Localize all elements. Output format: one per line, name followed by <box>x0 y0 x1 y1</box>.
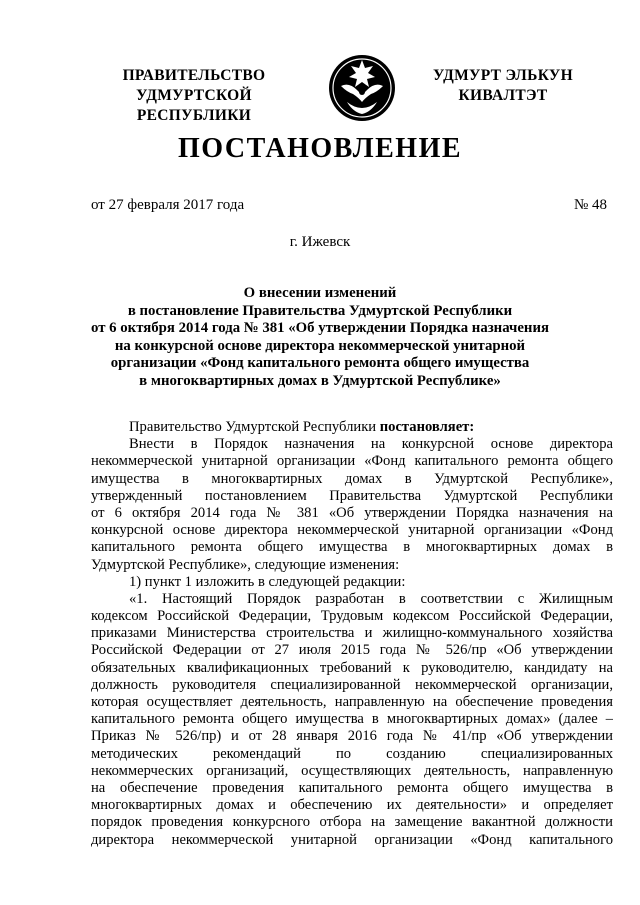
intro-text: Правительство Удмуртской Республики <box>129 419 380 435</box>
header-right-line1: УДМУРТ ЭЛЬКУН <box>433 67 573 84</box>
body-line: Приказ № 526/пр) и от 28 января 2016 года № 41/пр «Об утверждении <box>91 728 613 745</box>
body-intro <box>91 419 613 436</box>
body-line: кодексом Российской Федерации, Трудовым кодексом Российской Федерации, <box>91 608 613 625</box>
body-line: от 6 октября 2014 года № 381 «Об утверждении Порядка назначения на <box>91 504 613 521</box>
body-line: приказами Министерства строительства и жилищно-коммунального хозяйства <box>91 625 613 642</box>
header-right <box>423 66 583 106</box>
header-left-line1: ПРАВИТЕЛЬСТВО <box>122 67 266 84</box>
document-title: ПОСТАНОВЛЕНИЕ <box>177 133 463 164</box>
subject-line: в многоквартирных домах в Удмуртской Республике» <box>139 372 501 389</box>
subject-line: организации «Фонд капитального ремонта общего имущества <box>110 355 530 372</box>
header-left <box>78 66 310 126</box>
document-city: г. Ижевск <box>289 234 351 250</box>
body-line: конкурсной основе директора некоммерческой унитарной организации «Фонд <box>91 522 613 539</box>
body-line: 1) пункт 1 изложить в следующей редакции: <box>129 573 406 590</box>
body-line: должность руководителя специализированной некоммерческой организации, <box>91 676 613 693</box>
intro-decree-word: постановляет: <box>379 419 475 435</box>
document-number: № 48 <box>574 197 608 213</box>
body-line: порядок проведения конкурсного отбора на замещение вакантной должности <box>91 814 613 831</box>
header-left-line2: УДМУРТСКОЙ РЕСПУБЛИКИ <box>136 87 252 124</box>
body-line: Внести в Порядок назначения на конкурсной основе директора <box>129 436 613 453</box>
body-line: имущества в многоквартирных домах в Удмуртской Республике», <box>91 470 613 487</box>
body-line: капитального ремонта общего имущества в многоквартирных домах в <box>91 539 613 556</box>
document-date: от 27 февраля 2017 года <box>91 197 245 213</box>
body-line: Удмуртской Республике», следующие изменения: <box>91 556 400 573</box>
subject-line: от 6 октября 2014 года № 381 «Об утверждении Порядка назначения <box>91 320 549 337</box>
document-subject <box>90 285 550 391</box>
body-line: Российской Федерации от 27 июля 2015 года № 526/пр «Об утверждении <box>91 642 613 659</box>
subject-line: в постановление Правительства Удмуртской Республики <box>127 302 513 319</box>
subject-line: на конкурсной основе директора некоммерческой унитарной <box>114 337 526 354</box>
body-line: обязательных квалификационных требований к руководителю, кандидату на <box>91 659 613 676</box>
body-line: директора некоммерческой унитарной организации «Фонд капитального <box>91 831 613 848</box>
body-line: которая осуществляет деятельность, направленную на обеспечение проведения <box>91 694 613 710</box>
body-line: многоквартирных домах и обеспечению их деятельности» и определяет <box>91 797 613 814</box>
header-right-line2: КИВАЛТЭТ <box>458 87 548 104</box>
body-line: некоммерческих организаций, осуществляющих деятельность, направленную <box>91 762 613 779</box>
subject-line: О внесении изменений <box>243 285 397 301</box>
body-line: «1. Настоящий Порядок разработан в соответствии с Жилищным <box>129 590 613 607</box>
udmurt-coat-of-arms-icon <box>327 52 397 124</box>
body-line: утвержденный постановлением Правительства Удмуртской Республики <box>91 487 613 504</box>
body-line: некоммерческой унитарной организации «Фонд капитального ремонта общего <box>91 453 613 470</box>
body-line: методических рекомендаций по созданию специализированных <box>91 745 613 762</box>
document-body <box>91 419 613 849</box>
body-line: на обеспечение проведения капитального ремонта общего имущества в <box>91 779 613 796</box>
body-line: капитального ремонта общего имущества в многоквартирных домах» (далее – <box>91 711 613 728</box>
